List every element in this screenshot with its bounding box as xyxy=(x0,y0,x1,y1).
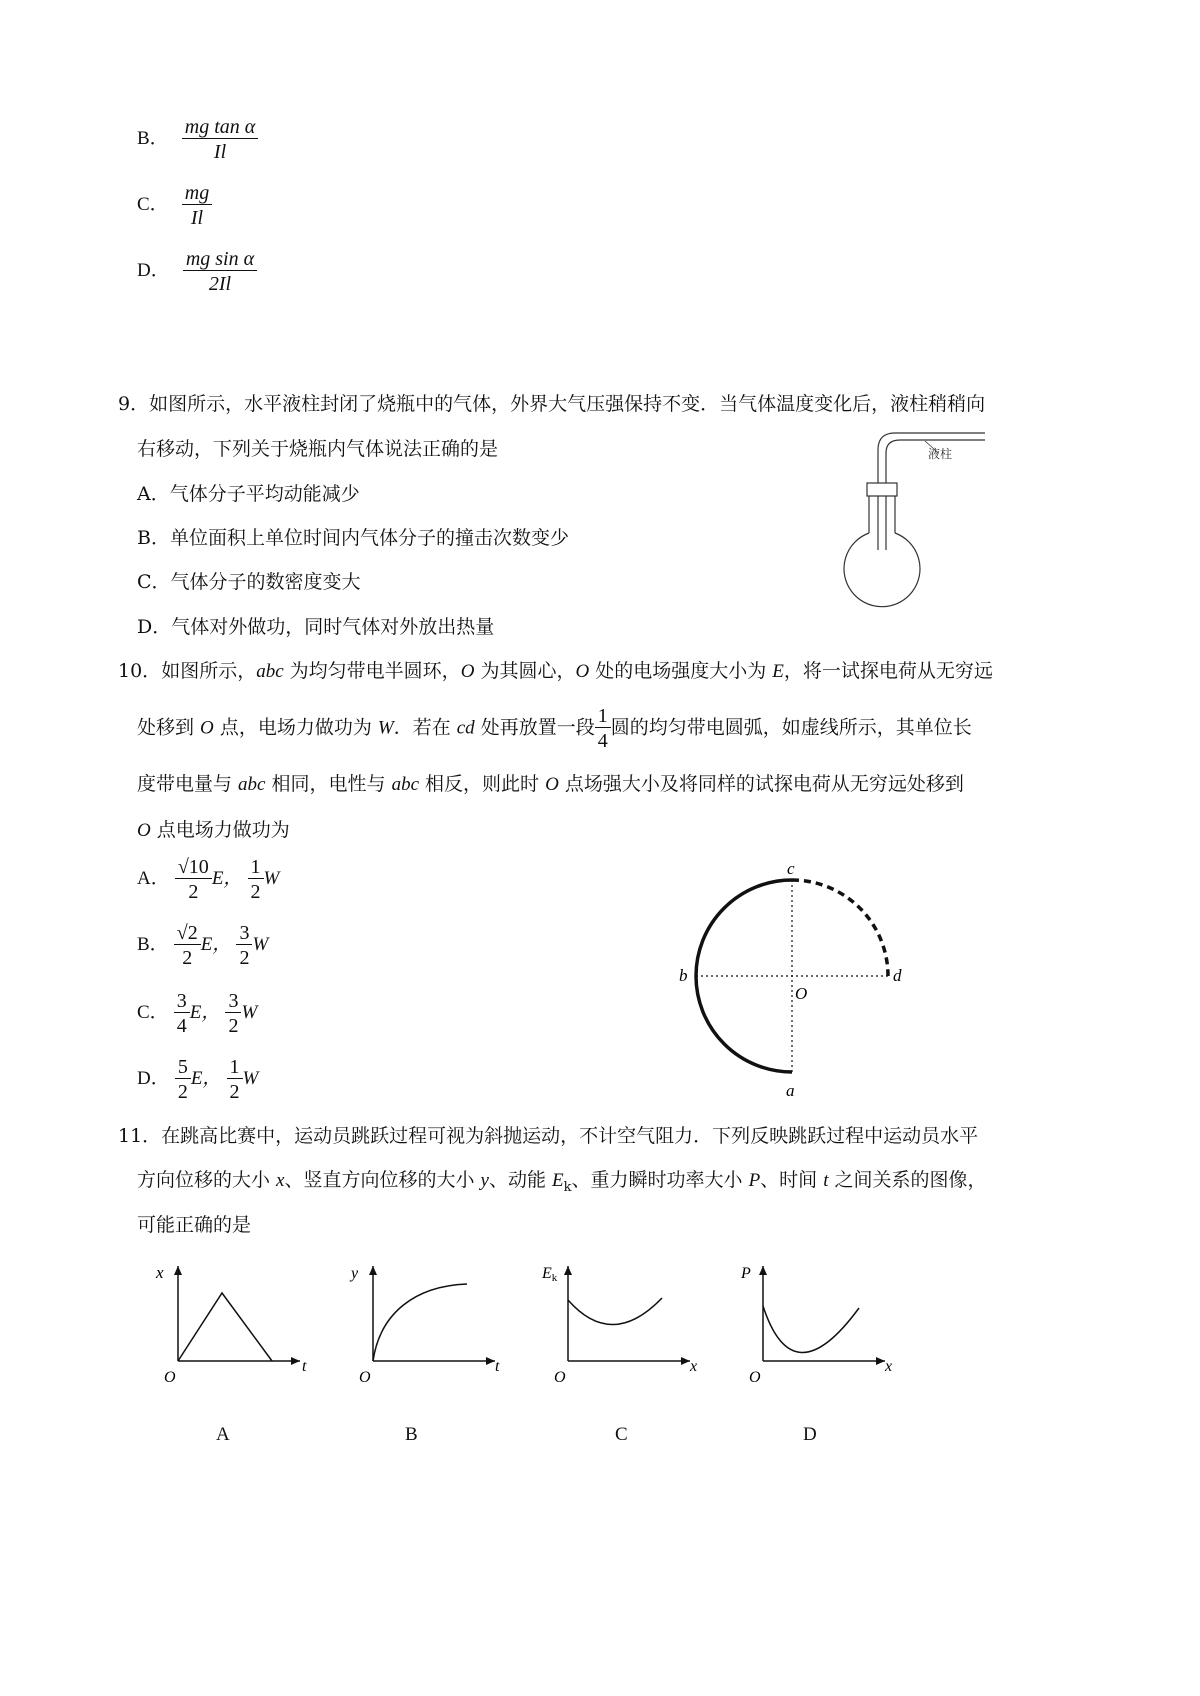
svg-text:x: x xyxy=(885,1358,893,1375)
fraction: $\frac{3}{4}$ xyxy=(174,990,190,1037)
graph-d-curve xyxy=(763,1306,859,1353)
q11-line3: 可能正确的是 xyxy=(137,1214,252,1236)
q11-line2: 方向位移的大小 x、竖直方向位移的大小 y、动能 $E_k$、重力瞬时功率大小 P、时间 t 之间关系的图像， xyxy=(137,1169,987,1195)
graph-b xyxy=(345,1258,515,1388)
svg-text:O: O xyxy=(359,1369,371,1386)
graph-b-label: B xyxy=(405,1424,418,1445)
flask-figure xyxy=(840,425,1020,615)
graph-c-label: C xyxy=(615,1424,628,1445)
svg-text:O: O xyxy=(554,1369,566,1386)
q11-line1: 11．在跳高比赛中，运动员跳跃过程可视为斜抛运动，不计空气阻力．下列反映跳跃过程中运动员水平 xyxy=(118,1125,979,1147)
label-O: O xyxy=(795,984,808,1003)
fraction: $\frac{√10}{2}$ xyxy=(175,856,212,903)
q10-option-c: C． $\frac{3}{4}$ E， $\frac{3}{2}$ W xyxy=(137,990,258,1037)
label-b: b xyxy=(679,966,688,985)
fraction: $\frac{3}{2}$ xyxy=(225,990,241,1037)
fraction: $\frac{5}{2}$ xyxy=(175,1056,191,1103)
q9-option-c: C．气体分子的数密度变大 xyxy=(137,571,361,593)
svg-text:y: y xyxy=(351,1265,359,1282)
fraction: $\frac{3}{2}$ xyxy=(236,922,252,969)
q10-option-b: B． $\frac{√2}{2}$ E， $\frac{3}{2}$ W xyxy=(137,922,269,969)
quarter-fraction: $\frac{1}{4}$ xyxy=(595,705,611,752)
svg-text:x: x xyxy=(690,1358,698,1375)
label-c: c xyxy=(787,859,795,878)
fraction: $\frac{\text{mg tan α}}{Il}$ xyxy=(182,116,259,163)
svg-text:x: x xyxy=(156,1263,164,1282)
graph-b-curve xyxy=(373,1284,467,1361)
graph-a-label: A xyxy=(216,1424,230,1445)
fraction: $\frac{mg}{Il}$ xyxy=(182,182,212,229)
svg-text:P: P xyxy=(741,1265,751,1282)
q10-option-d: D． $\frac{5}{2}$ E， $\frac{1}{2}$ W xyxy=(137,1056,259,1103)
svg-text:O: O xyxy=(749,1369,761,1386)
q8-option-d: D． $\frac{\text{mg sin α}}{2Il}$ xyxy=(137,248,257,295)
q10-line4: O 点电场力做功为 xyxy=(137,819,290,841)
graph-a xyxy=(150,1258,320,1388)
graph-a-curve xyxy=(178,1293,272,1361)
semicircle-figure xyxy=(665,858,925,1108)
q9-line2: 右移动，下列关于烧瓶内气体说法正确的是 xyxy=(137,438,499,460)
fraction: $\frac{1}{2}$ xyxy=(227,1056,243,1103)
q10-line2: 处移到 O 点，电场力做功为 W．若在 cd 处再放置一段 $\frac{1}{4}$ 圆的均匀带电圆弧，如虚线所示，其单位长 xyxy=(137,705,972,752)
q9-option-b: B．单位面积上单位时间内气体分子的撞击次数变少 xyxy=(137,527,569,549)
q8-option-c: C． $\frac{mg}{Il}$ xyxy=(137,182,212,229)
label-a: a xyxy=(786,1081,795,1100)
q8-option-b: B． $\frac{\text{mg tan α}}{Il}$ xyxy=(137,116,258,163)
graph-d xyxy=(735,1258,905,1388)
q10-line1: 10．如图所示，abc 为均匀带电半圆环，O 为其圆心，O 处的电场强度大小为 E，将一试探电荷从无穷远 xyxy=(118,660,993,682)
fraction: $\frac{1}{2}$ xyxy=(248,856,264,903)
q10-line3: 度带电量与 abc 相同，电性与 abc 相反，则此时 O 点场强大小及将同样的试探电荷从无穷远处移到 xyxy=(137,773,964,795)
q9-line1: 9．如图所示，水平液柱封闭了烧瓶中的气体，外界大气压强保持不变．当气体温度变化后，液柱稍稍向 xyxy=(118,393,986,415)
svg-text:t: t xyxy=(302,1358,307,1375)
svg-text:Ek: Ek xyxy=(542,1265,558,1284)
graph-c xyxy=(540,1258,710,1388)
q10-option-a: A． $\frac{√10}{2}$ E， $\frac{1}{2}$ W xyxy=(137,856,280,903)
svg-text:O: O xyxy=(164,1369,176,1386)
svg-text:t: t xyxy=(495,1358,500,1375)
label-d: d xyxy=(893,966,902,985)
q9-option-a: A．气体分子平均动能减少 xyxy=(137,483,360,505)
fraction: $\frac{√2}{2}$ xyxy=(174,922,201,969)
graph-d-label: D xyxy=(803,1424,817,1445)
q9-option-d: D．气体对外做功，同时气体对外放出热量 xyxy=(137,616,495,638)
fraction: $\frac{\text{mg sin α}}{2Il}$ xyxy=(183,248,257,295)
quarter-arc-cd xyxy=(792,880,888,976)
graph-c-curve xyxy=(568,1298,662,1325)
flask-liquid-label: 液柱 xyxy=(928,447,953,461)
